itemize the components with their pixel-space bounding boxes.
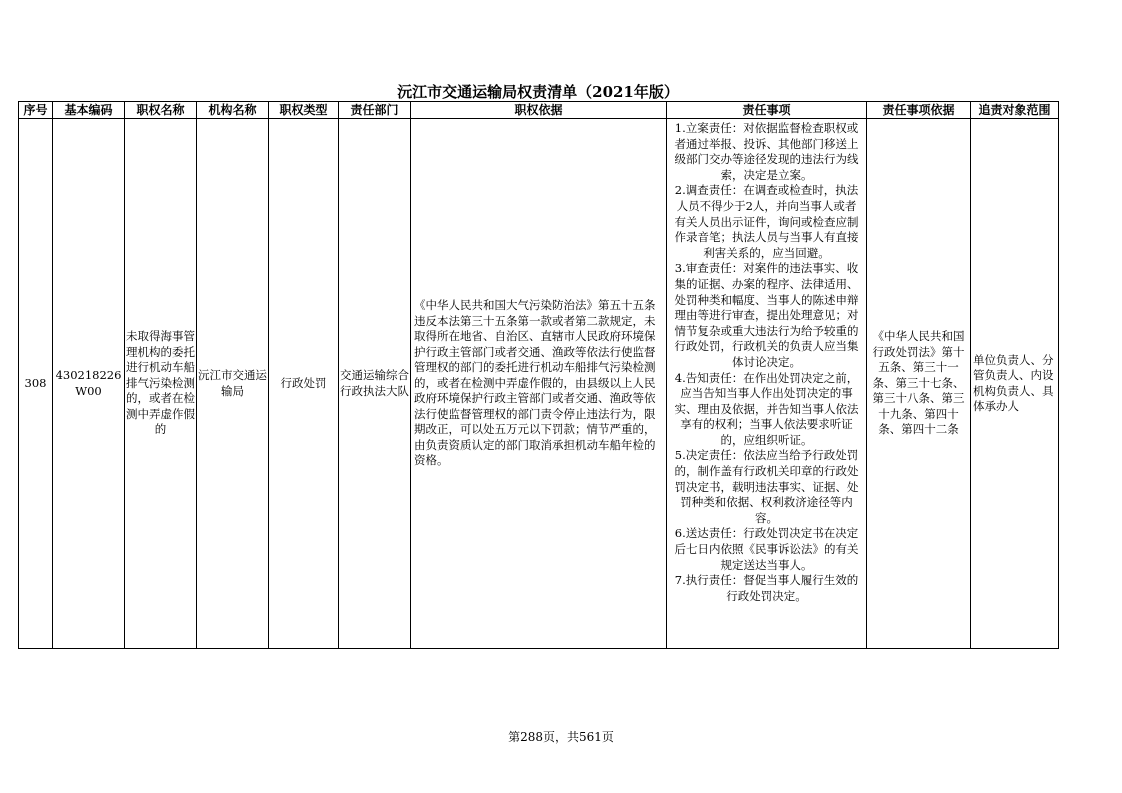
duty-item-service: 6.送达责任：行政处罚决定书在决定后七日内依照《民事诉讼法》的有关规定送达当事人。 <box>674 526 859 572</box>
header-duty-basis: 责任事项依据 <box>867 102 971 119</box>
duty-item-notification: 4.告知责任：在作出处罚决定之前，应当告知当事人作出处罚决定的事实、理由及依据，并告知当事人依法享有的权利；当事人依法要求听证的，应组织听证。 <box>674 370 859 447</box>
header-code: 基本编码 <box>53 102 125 119</box>
table-header-row <box>19 102 1059 119</box>
header-power-name: 职权名称 <box>125 102 197 119</box>
header-department: 责任部门 <box>339 102 411 119</box>
duty-item-decision: 5.决定责任：依法应当给予行政处罚的，制作盖有行政机关印章的行政处罚决定书，载明违法事实、证据、处罚种类和依据、权利救济途径等内容。 <box>674 448 859 525</box>
header-org-name: 机构名称 <box>197 102 269 119</box>
header-basis: 职权依据 <box>411 102 667 119</box>
header-accountability-scope: 追责对象范围 <box>971 102 1059 119</box>
cell-basis: 《中华人民共和国大气污染防治法》第五十五条 违反本法第三十五条第一款或者第二款规定，未取得所在地省、自治区、直辖市人民政府环境保护行政主管部门或者交通、渔政等依法行使监督管理权的部门的委托进行机动车船排气污染检测的，或者在检测中弄虚作假的，由县级以上人民政府环境保护行政主管部门或者交通、渔政等依法行使监督管理权的部门责令停止违法行为，限期改正，可以处五万元以下罚款；情节严重的，由负责资质认定的部门取消承担机动车船年检的资格。 <box>411 119 667 649</box>
duty-item-filing: 1.立案责任：对依据监督检查职权或者通过举报、投诉、其他部门移送上级部门交办等途径发现的违法行为线索，决定是立案。 <box>674 121 859 182</box>
table-row <box>19 119 1059 649</box>
duty-item-execution: 7.执行责任：督促当事人履行生效的行政处罚决定。 <box>674 573 859 603</box>
cell-duty-basis: 《中华人民共和国行政处罚法》第十五条、第三十一条、第三十七条、第三十八条、第三十九条、第四十条、第四十二条 <box>867 119 971 649</box>
document-title: 沅江市交通运输局权责清单（2021年版） <box>397 83 679 101</box>
cell-seq: 308 <box>19 119 53 649</box>
cell-department: 交通运输综合行政执法大队 <box>339 119 411 649</box>
header-duties: 责任事项 <box>667 102 867 119</box>
header-seq: 序号 <box>19 102 53 119</box>
cell-org-name: 沅江市交通运输局 <box>197 119 269 649</box>
duties-list <box>667 119 866 648</box>
page-number: 第288页，共561页 <box>508 730 614 744</box>
cell-code: 430218226W00 <box>53 119 125 649</box>
duty-item-review: 3.审查责任：对案件的违法事实、收集的证据、办案的程序、法律适用、处罚种类和幅度、当事人的陈述申辩理由等进行审查，提出处理意见；对情节复杂或重大违法行为给予较重的行政处罚，行政机关的负责人应当集体讨论决定。 <box>674 261 859 369</box>
cell-duties <box>667 119 867 649</box>
cell-power-type: 行政处罚 <box>269 119 339 649</box>
header-power-type: 职权类型 <box>269 102 339 119</box>
cell-power-name: 未取得海事管理机构的委托进行机动车船排气污染检测的，或者在检测中弄虚作假的 <box>125 119 197 649</box>
duty-item-investigation: 2.调查责任：在调查或检查时，执法人员不得少于2人，并向当事人或者有关人员出示证件，询问或检查应制作录音笔；执法人员与当事人有直接利害关系的，应当回避。 <box>674 183 859 260</box>
cell-accountability-scope: 单位负责人、分管负责人、内设机构负责人、具体承办人 <box>971 119 1059 649</box>
powers-table <box>18 101 1059 649</box>
